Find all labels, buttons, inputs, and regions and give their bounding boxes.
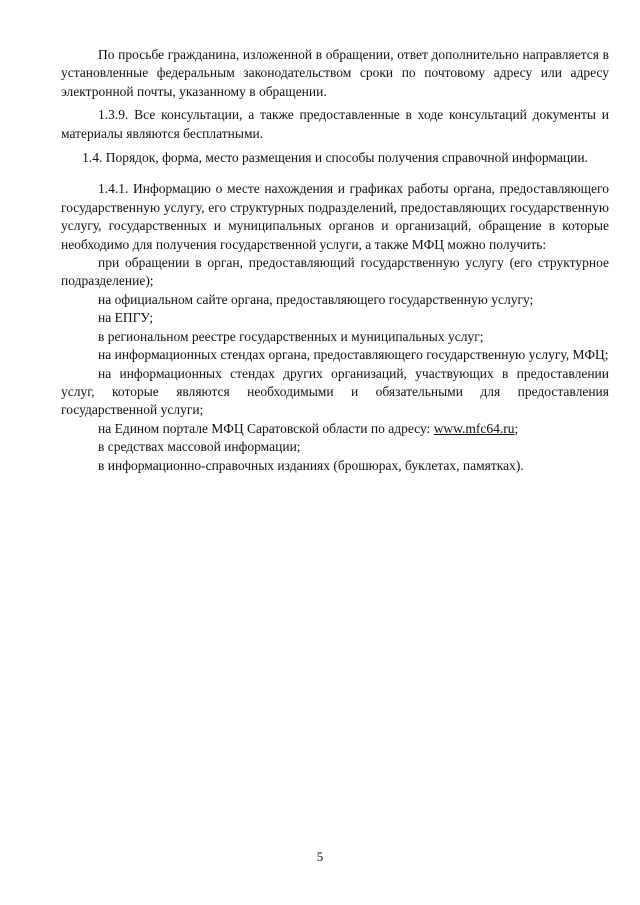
list-item: на официальном сайте органа, предоставляющего государственную услугу; [98, 291, 534, 307]
document-body [61, 46, 609, 475]
list-item: в региональном реестре государственных и муниципальных услуг; [98, 328, 484, 344]
paragraph-response-delivery: По просьбе гражданина, изложенной в обращении, ответ дополнительно направляется в установленные федеральным законодательством сроки по почтовому адресу или адресу электронной почты, указанному в обращении. [61, 47, 609, 99]
portal-suffix: ; [514, 420, 519, 436]
list-item: при обращении в орган, предоставляющий государственную услугу (его структурное подразделение); [61, 255, 609, 289]
portal-link[interactable]: www.mfc64.ru [433, 420, 515, 436]
list-item: на информационных стендах органа, предоставляющего государственную услугу, МФЦ; [98, 347, 609, 363]
list-item: на ЕПГУ; [98, 310, 154, 326]
list-item: в информационно-справочных изданиях (брошюрах, буклетах, памятках). [98, 457, 524, 473]
list-item: на информационных стендах других организаций, участвующих в предоставлении услуг, которые являются необходимыми и обязательными для предоставления государственной услуги; [61, 365, 609, 418]
portal-prefix: на Едином портале МФЦ Саратовской области по адресу: [98, 420, 434, 436]
list-item: в средствах массовой информации; [98, 439, 301, 455]
page-number: 5 [316, 849, 324, 864]
list-item-portal [61, 420, 609, 438]
section-intro: 1.4.1. Информацию о месте нахождения и графиках работы органа, предоставляющего государственную услугу, его структурных подразделений, предоставляющих государственную услугу, государственных и муниципальных органов и организаций, обращение в которые необходимо для получения государственной услуги, а также МФЦ можно получить: [61, 181, 609, 252]
section-heading: 1.4. Порядок, форма, место размещения и способы получения справочной информации. [82, 150, 588, 166]
info-sources-list [61, 254, 609, 475]
paragraph-free-consultations: 1.3.9. Все консультации, а также предоставленные в ходе консультаций документы и материалы являются бесплатными. [61, 107, 609, 141]
